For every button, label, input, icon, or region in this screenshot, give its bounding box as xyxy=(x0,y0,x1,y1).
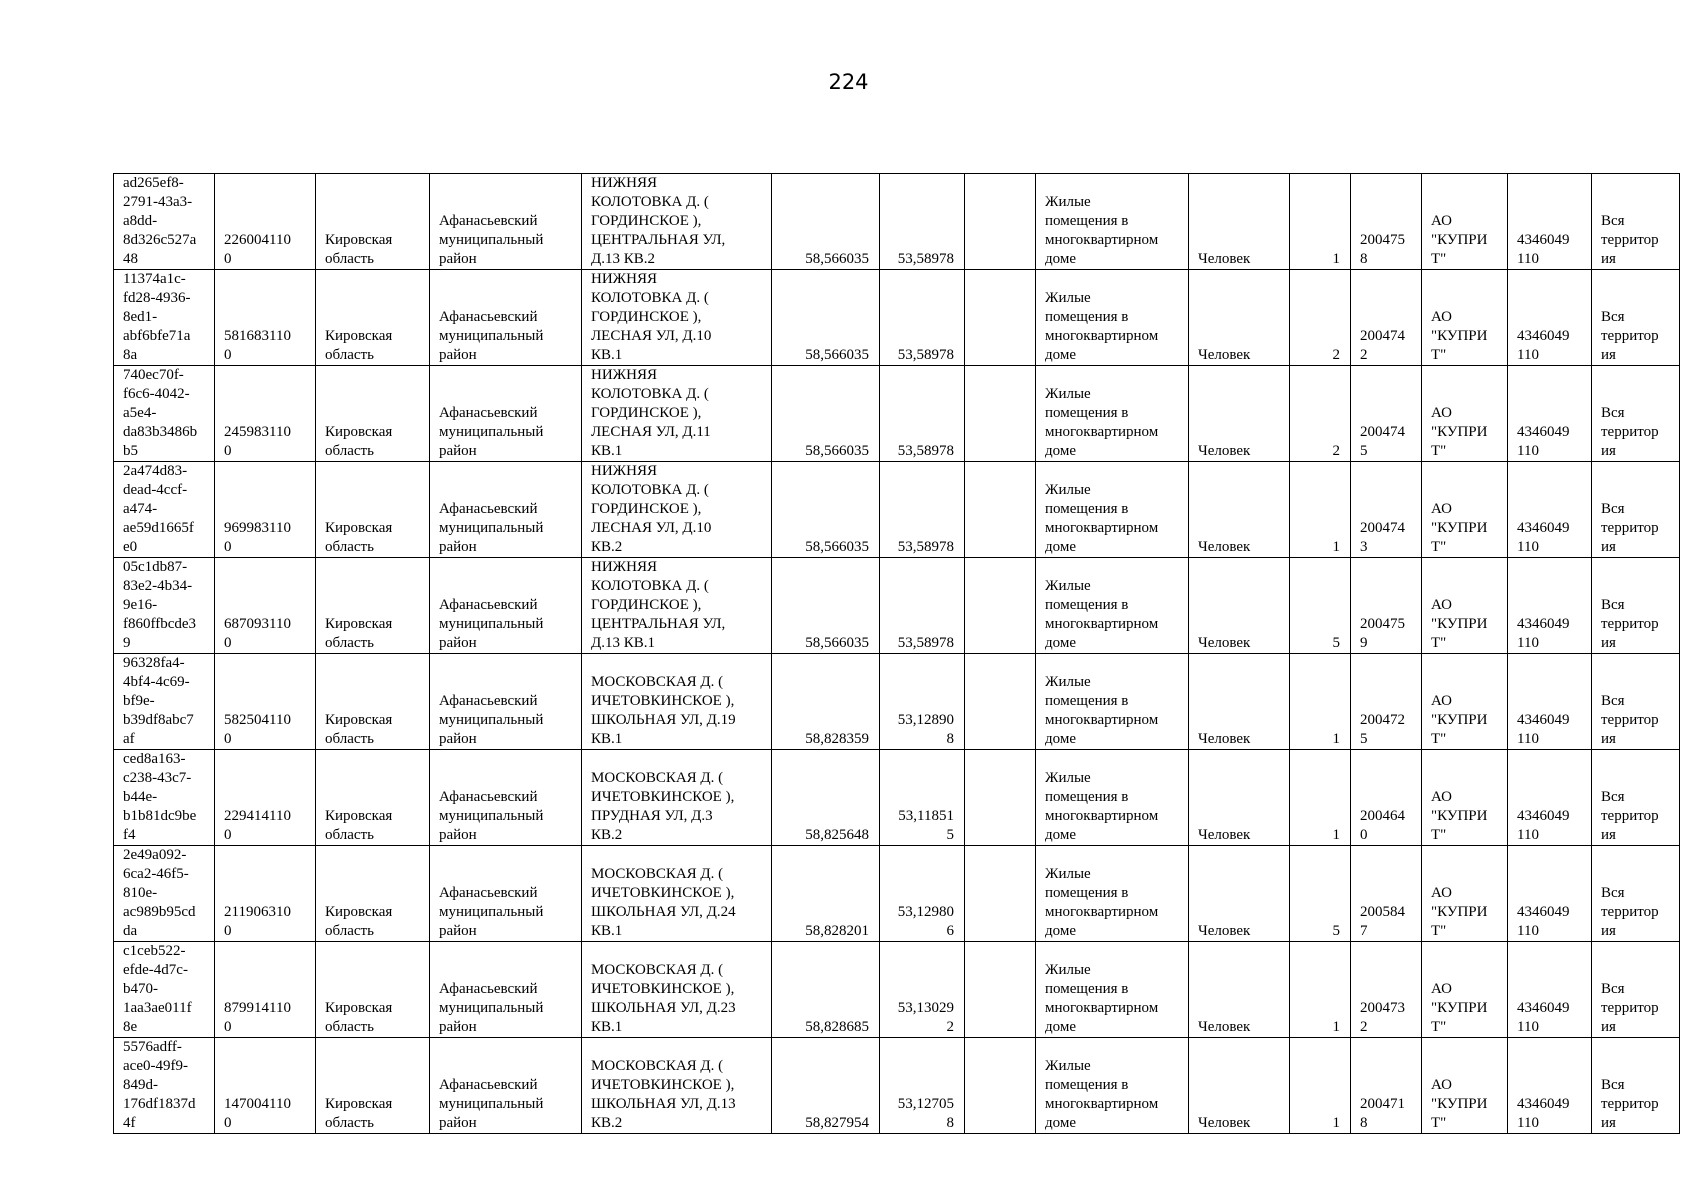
table-row xyxy=(114,654,1680,750)
empty-cell xyxy=(965,270,1036,366)
id-cell: 11374a1c- fd28-4936- 8ed1- abf6bfe71a 8a xyxy=(114,270,215,366)
count-cell: 2 xyxy=(1290,270,1351,366)
organization-cell: АО "КУПРИ Т" xyxy=(1422,462,1508,558)
address-cell: МОСКОВСКАЯ Д. ( ИЧЕТОВКИНСКОЕ ), ШКОЛЬНАЯ УЛ, Д.24 КВ.1 xyxy=(582,846,772,942)
longitude-cell: 53,58978 xyxy=(880,270,965,366)
premises-type-cell: Жилые помещения в многоквартирном доме xyxy=(1036,270,1189,366)
number-cell: 200471 8 xyxy=(1351,1038,1422,1134)
longitude-cell: 53,12890 8 xyxy=(880,654,965,750)
territory-cell: Вся территор ия xyxy=(1592,174,1680,270)
count-cell: 1 xyxy=(1290,462,1351,558)
empty-cell xyxy=(965,942,1036,1038)
count-cell: 1 xyxy=(1290,654,1351,750)
address-cell: МОСКОВСКАЯ Д. ( ИЧЕТОВКИНСКОЕ ), ШКОЛЬНАЯ УЛ, Д.19 КВ.1 xyxy=(582,654,772,750)
page-number: 224 xyxy=(828,70,869,94)
inn-cell: 4346049 110 xyxy=(1508,366,1592,462)
district-cell: Афанасьевский муниципальный район xyxy=(430,558,582,654)
inn-cell: 4346049 110 xyxy=(1508,846,1592,942)
latitude-cell: 58,828359 xyxy=(772,654,880,750)
unit-cell: Человек xyxy=(1189,750,1290,846)
latitude-cell: 58,827954 xyxy=(772,1038,880,1134)
organization-cell: АО "КУПРИ Т" xyxy=(1422,942,1508,1038)
empty-cell xyxy=(965,1038,1036,1134)
region-cell: Кировская область xyxy=(316,174,430,270)
district-cell: Афанасьевский муниципальный район xyxy=(430,270,582,366)
unit-cell: Человек xyxy=(1189,654,1290,750)
table-body xyxy=(114,174,1680,1134)
unit-cell: Человек xyxy=(1189,1038,1290,1134)
unit-cell: Человек xyxy=(1189,174,1290,270)
longitude-cell: 53,58978 xyxy=(880,366,965,462)
latitude-cell: 58,828201 xyxy=(772,846,880,942)
premises-type-cell: Жилые помещения в многоквартирном доме xyxy=(1036,750,1189,846)
premises-type-cell: Жилые помещения в многоквартирном доме xyxy=(1036,366,1189,462)
table-row xyxy=(114,1038,1680,1134)
table-row xyxy=(114,558,1680,654)
empty-cell xyxy=(965,846,1036,942)
number-cell: 200464 0 xyxy=(1351,750,1422,846)
code-cell: 245983110 0 xyxy=(215,366,316,462)
inn-cell: 4346049 110 xyxy=(1508,654,1592,750)
inn-cell: 4346049 110 xyxy=(1508,942,1592,1038)
id-cell: 2e49a092- 6ca2-46f5- 810e- ac989b95cd da xyxy=(114,846,215,942)
territory-cell: Вся территор ия xyxy=(1592,462,1680,558)
district-cell: Афанасьевский муниципальный район xyxy=(430,654,582,750)
number-cell: 200472 5 xyxy=(1351,654,1422,750)
longitude-cell: 53,13029 2 xyxy=(880,942,965,1038)
latitude-cell: 58,566035 xyxy=(772,462,880,558)
address-cell: НИЖНЯЯ КОЛОТОВКА Д. ( ГОРДИНСКОЕ ), ЛЕСНАЯ УЛ, Д.11 КВ.1 xyxy=(582,366,772,462)
id-cell: 2a474d83- dead-4ccf- a474- ae59d1665f e0 xyxy=(114,462,215,558)
table-row xyxy=(114,846,1680,942)
address-cell: МОСКОВСКАЯ Д. ( ИЧЕТОВКИНСКОЕ ), ШКОЛЬНАЯ УЛ, Д.23 КВ.1 xyxy=(582,942,772,1038)
unit-cell: Человек xyxy=(1189,846,1290,942)
territory-cell: Вся территор ия xyxy=(1592,942,1680,1038)
address-cell: НИЖНЯЯ КОЛОТОВКА Д. ( ГОРДИНСКОЕ ), ЦЕНТРАЛЬНАЯ УЛ, Д.13 КВ.2 xyxy=(582,174,772,270)
district-cell: Афанасьевский муниципальный район xyxy=(430,174,582,270)
premises-type-cell: Жилые помещения в многоквартирном доме xyxy=(1036,1038,1189,1134)
data-table xyxy=(113,173,1680,1134)
unit-cell: Человек xyxy=(1189,942,1290,1038)
code-cell: 582504110 0 xyxy=(215,654,316,750)
address-cell: МОСКОВСКАЯ Д. ( ИЧЕТОВКИНСКОЕ ), ПРУДНАЯ УЛ, Д.3 КВ.2 xyxy=(582,750,772,846)
empty-cell xyxy=(965,558,1036,654)
longitude-cell: 53,58978 xyxy=(880,462,965,558)
count-cell: 1 xyxy=(1290,174,1351,270)
unit-cell: Человек xyxy=(1189,270,1290,366)
territory-cell: Вся территор ия xyxy=(1592,654,1680,750)
territory-cell: Вся территор ия xyxy=(1592,846,1680,942)
region-cell: Кировская область xyxy=(316,1038,430,1134)
count-cell: 5 xyxy=(1290,558,1351,654)
number-cell: 200473 2 xyxy=(1351,942,1422,1038)
empty-cell xyxy=(965,654,1036,750)
territory-cell: Вся территор ия xyxy=(1592,558,1680,654)
region-cell: Кировская область xyxy=(316,462,430,558)
count-cell: 2 xyxy=(1290,366,1351,462)
code-cell: 581683110 0 xyxy=(215,270,316,366)
number-cell: 200475 8 xyxy=(1351,174,1422,270)
region-cell: Кировская область xyxy=(316,750,430,846)
address-cell: НИЖНЯЯ КОЛОТОВКА Д. ( ГОРДИНСКОЕ ), ЛЕСНАЯ УЛ, Д.10 КВ.2 xyxy=(582,462,772,558)
premises-type-cell: Жилые помещения в многоквартирном доме xyxy=(1036,654,1189,750)
premises-type-cell: Жилые помещения в многоквартирном доме xyxy=(1036,942,1189,1038)
code-cell: 147004110 0 xyxy=(215,1038,316,1134)
region-cell: Кировская область xyxy=(316,270,430,366)
number-cell: 200474 5 xyxy=(1351,366,1422,462)
latitude-cell: 58,566035 xyxy=(772,174,880,270)
longitude-cell: 53,58978 xyxy=(880,558,965,654)
code-cell: 687093110 0 xyxy=(215,558,316,654)
longitude-cell: 53,58978 xyxy=(880,174,965,270)
organization-cell: АО "КУПРИ Т" xyxy=(1422,366,1508,462)
latitude-cell: 58,566035 xyxy=(772,366,880,462)
premises-type-cell: Жилые помещения в многоквартирном доме xyxy=(1036,462,1189,558)
latitude-cell: 58,825648 xyxy=(772,750,880,846)
address-cell: НИЖНЯЯ КОЛОТОВКА Д. ( ГОРДИНСКОЕ ), ЦЕНТРАЛЬНАЯ УЛ, Д.13 КВ.1 xyxy=(582,558,772,654)
organization-cell: АО "КУПРИ Т" xyxy=(1422,270,1508,366)
code-cell: 226004110 0 xyxy=(215,174,316,270)
table-row xyxy=(114,462,1680,558)
region-cell: Кировская область xyxy=(316,846,430,942)
district-cell: Афанасьевский муниципальный район xyxy=(430,462,582,558)
territory-cell: Вся территор ия xyxy=(1592,750,1680,846)
unit-cell: Человек xyxy=(1189,558,1290,654)
latitude-cell: 58,566035 xyxy=(772,270,880,366)
inn-cell: 4346049 110 xyxy=(1508,270,1592,366)
code-cell: 211906310 0 xyxy=(215,846,316,942)
organization-cell: АО "КУПРИ Т" xyxy=(1422,1038,1508,1134)
organization-cell: АО "КУПРИ Т" xyxy=(1422,174,1508,270)
latitude-cell: 58,566035 xyxy=(772,558,880,654)
premises-type-cell: Жилые помещения в многоквартирном доме xyxy=(1036,558,1189,654)
longitude-cell: 53,12705 8 xyxy=(880,1038,965,1134)
territory-cell: Вся территор ия xyxy=(1592,366,1680,462)
longitude-cell: 53,12980 6 xyxy=(880,846,965,942)
premises-type-cell: Жилые помещения в многоквартирном доме xyxy=(1036,174,1189,270)
territory-cell: Вся территор ия xyxy=(1592,1038,1680,1134)
id-cell: 5576adff- ace0-49f9- 849d- 176df1837d 4f xyxy=(114,1038,215,1134)
table-row xyxy=(114,270,1680,366)
number-cell: 200474 2 xyxy=(1351,270,1422,366)
unit-cell: Человек xyxy=(1189,462,1290,558)
id-cell: 740ec70f- f6c6-4042- a5e4- da83b3486b b5 xyxy=(114,366,215,462)
count-cell: 1 xyxy=(1290,942,1351,1038)
region-cell: Кировская область xyxy=(316,942,430,1038)
district-cell: Афанасьевский муниципальный район xyxy=(430,750,582,846)
unit-cell: Человек xyxy=(1189,366,1290,462)
region-cell: Кировская область xyxy=(316,558,430,654)
district-cell: Афанасьевский муниципальный район xyxy=(430,1038,582,1134)
address-cell: МОСКОВСКАЯ Д. ( ИЧЕТОВКИНСКОЕ ), ШКОЛЬНАЯ УЛ, Д.13 КВ.2 xyxy=(582,1038,772,1134)
premises-type-cell: Жилые помещения в многоквартирном доме xyxy=(1036,846,1189,942)
territory-cell: Вся территор ия xyxy=(1592,270,1680,366)
inn-cell: 4346049 110 xyxy=(1508,174,1592,270)
count-cell: 1 xyxy=(1290,1038,1351,1134)
latitude-cell: 58,828685 xyxy=(772,942,880,1038)
empty-cell xyxy=(965,366,1036,462)
number-cell: 200584 7 xyxy=(1351,846,1422,942)
number-cell: 200475 9 xyxy=(1351,558,1422,654)
organization-cell: АО "КУПРИ Т" xyxy=(1422,558,1508,654)
table-row xyxy=(114,942,1680,1038)
address-cell: НИЖНЯЯ КОЛОТОВКА Д. ( ГОРДИНСКОЕ ), ЛЕСНАЯ УЛ, Д.10 КВ.1 xyxy=(582,270,772,366)
id-cell: 96328fa4- 4bf4-4c69- bf9e- b39df8abc7 af xyxy=(114,654,215,750)
district-cell: Афанасьевский муниципальный район xyxy=(430,846,582,942)
id-cell: ad265ef8- 2791-43a3- a8dd- 8d326c527a 48 xyxy=(114,174,215,270)
empty-cell xyxy=(965,174,1036,270)
id-cell: ced8a163- c238-43c7- b44e- b1b81dc9be f4 xyxy=(114,750,215,846)
count-cell: 5 xyxy=(1290,846,1351,942)
number-cell: 200474 3 xyxy=(1351,462,1422,558)
table-row xyxy=(114,174,1680,270)
organization-cell: АО "КУПРИ Т" xyxy=(1422,846,1508,942)
code-cell: 229414110 0 xyxy=(215,750,316,846)
inn-cell: 4346049 110 xyxy=(1508,1038,1592,1134)
region-cell: Кировская область xyxy=(316,366,430,462)
id-cell: 05c1db87- 83e2-4b34- 9e16- f860ffbcde3 9 xyxy=(114,558,215,654)
count-cell: 1 xyxy=(1290,750,1351,846)
inn-cell: 4346049 110 xyxy=(1508,558,1592,654)
table-row xyxy=(114,750,1680,846)
district-cell: Афанасьевский муниципальный район xyxy=(430,942,582,1038)
organization-cell: АО "КУПРИ Т" xyxy=(1422,750,1508,846)
inn-cell: 4346049 110 xyxy=(1508,750,1592,846)
region-cell: Кировская область xyxy=(316,654,430,750)
empty-cell xyxy=(965,462,1036,558)
district-cell: Афанасьевский муниципальный район xyxy=(430,366,582,462)
table-row xyxy=(114,366,1680,462)
longitude-cell: 53,11851 5 xyxy=(880,750,965,846)
inn-cell: 4346049 110 xyxy=(1508,462,1592,558)
empty-cell xyxy=(965,750,1036,846)
id-cell: c1ceb522- efde-4d7c- b470- 1aa3ae011f 8e xyxy=(114,942,215,1038)
code-cell: 969983110 0 xyxy=(215,462,316,558)
code-cell: 879914110 0 xyxy=(215,942,316,1038)
organization-cell: АО "КУПРИ Т" xyxy=(1422,654,1508,750)
